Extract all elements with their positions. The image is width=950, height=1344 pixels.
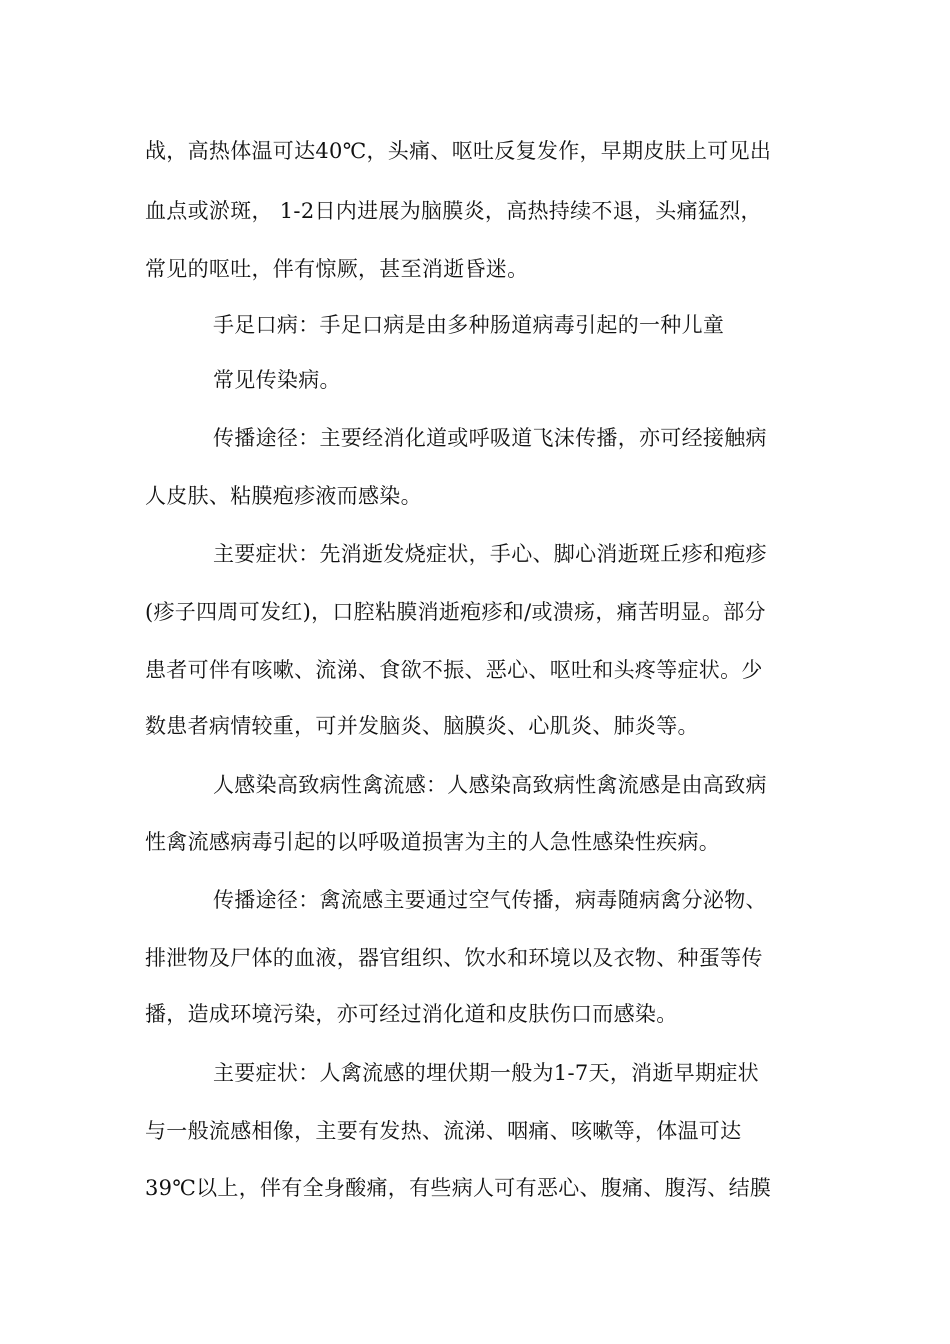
text-line: 常见传染病。 — [213, 368, 341, 392]
text-line: 传播途径：主要经消化道或呼吸道飞沫传播，亦可经接触病 — [213, 426, 767, 450]
text-line: 性禽流感病毒引起的以呼吸道损害为主的人急性感染性疾病。 — [145, 830, 721, 854]
text-line: 患者可伴有咳嗽、流涕、食欲不振、恶心、呕吐和头疼等症状。少 — [145, 658, 763, 682]
text-line: 主要症状：人禽流感的埋伏期一般为1-7天，消逝早期症状 — [213, 1061, 759, 1085]
text-line: 传播途径：禽流感主要通过空气传播，病毒随病禽分泌物、 — [213, 888, 767, 912]
text-line: 战，高热体温可达40℃，头痛、呕吐反复发作，早期皮肤上可见出 — [145, 139, 772, 163]
text-line: 数患者病情较重，可并发脑炎、脑膜炎、心肌炎、肺炎等。 — [145, 714, 699, 738]
text-line: 播，造成环境污染，亦可经过消化道和皮肤伤口而感染。 — [145, 1002, 678, 1026]
text-line: 排泄物及尸体的血液，器官组织、饮水和环境以及衣物、种蛋等传 — [145, 946, 763, 970]
text-line: 人皮肤、粘膜疱疹液而感染。 — [145, 484, 422, 508]
text-line: 常见的呕吐，伴有惊厥，甚至消逝昏迷。 — [145, 257, 529, 281]
text-line: 手足口病：手足口病是由多种肠道病毒引起的一种儿童 — [213, 313, 725, 337]
text-line: 与一般流感相像，主要有发热、流涕、咽痛、咳嗽等，体温可达 — [145, 1119, 742, 1143]
text-line: 人感染高致病性禽流感：人感染高致病性禽流感是由高致病 — [213, 773, 767, 797]
text-line: (疹子四周可发红)，口腔粘膜消逝疱疹和/或溃疡，痛苦明显。部分 — [145, 600, 766, 624]
text-line: 39℃以上，伴有全身酸痛，有些病人可有恶心、腹痛、腹泻、结膜 — [145, 1176, 772, 1200]
text-line: 主要症状：先消逝发烧症状，手心、脚心消逝斑丘疹和疱疹 — [213, 542, 767, 566]
text-line: 血点或淤斑， 1-2日内进展为脑膜炎，高热持续不退，头痛猛烈， — [145, 199, 762, 223]
